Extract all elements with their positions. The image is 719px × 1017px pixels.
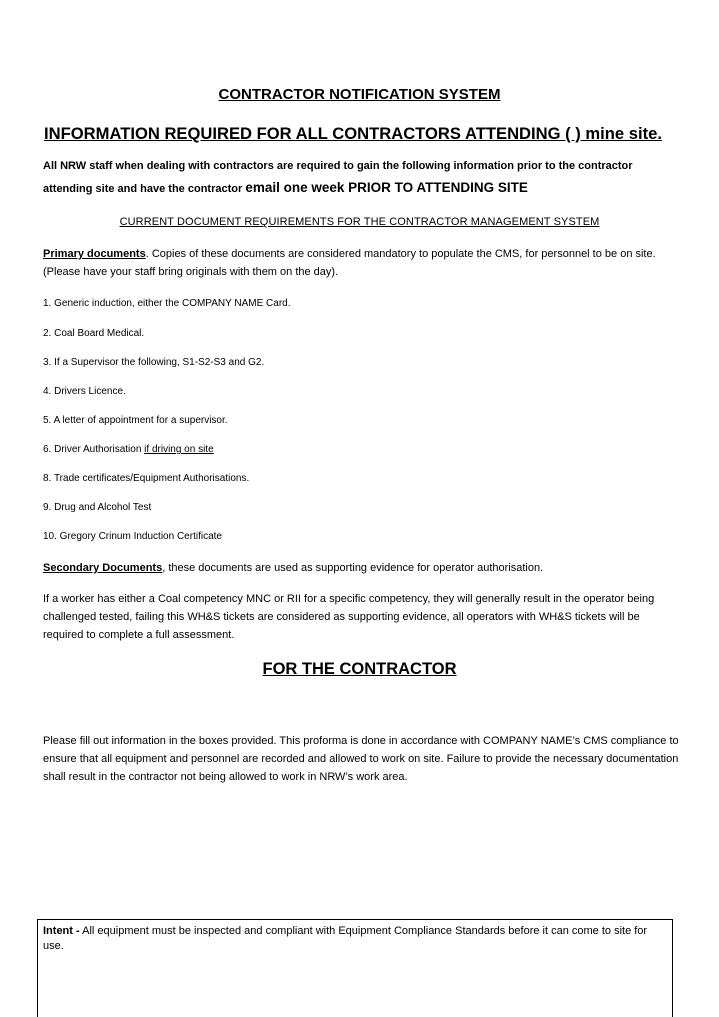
intent-box [37,919,673,1017]
document-title: CONTRACTOR NOTIFICATION SYSTEM [218,86,501,103]
list-item: 5. A letter of appointment for a supervisor. [43,415,228,426]
list-item: 4. Drivers Licence. [43,386,126,397]
document-subtitle: INFORMATION REQUIRED FOR ALL CONTRACTORS ATTENDING ( ) mine site. [44,124,662,143]
secondary-documents-label: Secondary Documents [43,562,163,574]
worker-paragraph: If a worker has either a Coal competency MNC or RII for a specific competency, they will generally result in the operator being challenged tested, failing this WH&S tickets are considered as supporting evidence, all operators with WH&S tickets will be required to complete a full assessment. [43,593,655,641]
item6-text: 6. Driver Authorisation [43,444,145,455]
secondary-documents-text: , these documents are used as supporting evidence for operator authorisation. [162,562,544,574]
intent-text [43,924,663,954]
requirements-heading: CURRENT DOCUMENT REQUIREMENTS FOR THE CONTRACTOR MANAGEMENT SYSTEM [119,216,600,228]
primary-documents-text: . Copies of these documents are considered mandatory to populate the CMS, for personnel to be on site. (Please have your staff bring originals with them on the day). [43,248,656,278]
secondary-documents-paragraph [43,559,683,577]
list-item: 3. If a Supervisor the following, S1-S2-S3 and G2. [43,357,265,368]
intent-body: All equipment must be inspected and compliant with Equipment Compliance Standards before it can come to site for use. [43,925,648,952]
list-item: 9. Drug and Alcohol Test [43,502,152,513]
intro-paragraph [43,155,683,200]
list-item: 10. Gregory Crinum Induction Certificate [43,531,222,542]
primary-documents-paragraph [43,245,683,281]
intro-emphasis: email one week PRIOR TO ATTENDING SITE [245,180,528,195]
intent-label: Intent - [43,925,80,937]
section-heading: FOR THE CONTRACTOR [262,660,457,678]
instructions-paragraph: Please fill out information in the boxes provided. This proforma is done in accordance with COMPANY NAME’s CMS compliance to ensure that all equipment and personnel are recorded and allowed to work on site. Failure to provide the necessary documentation shall result in the contractor not being allowed to work in NRW’s work area. [43,735,679,783]
list-item: 2. Coal Board Medical. [43,328,145,339]
primary-documents-label: Primary documents [43,248,146,260]
intro-text: All NRW staff when dealing with contractors are required to gain the following information prior to the contractor attending site and have the contractor [43,160,633,195]
item6-underlined: if driving on site [144,444,214,455]
list-item: 8. Trade certificates/Equipment Authorisations. [43,473,250,484]
list-item-driver-authorisation [43,444,214,455]
list-item: 1. Generic induction, either the COMPANY NAME Card. [43,298,291,309]
